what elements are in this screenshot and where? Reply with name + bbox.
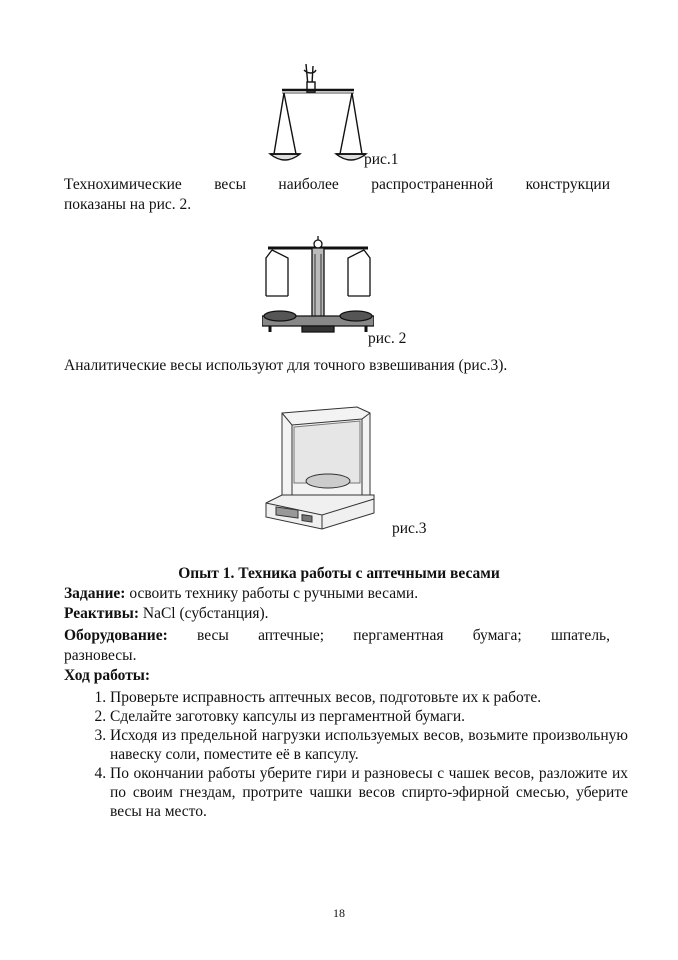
procedure-step: 3. Исходя из предельной нагрузки используемых весов, возьмите произвольную навеску соли, поместите её в капсулу. <box>110 726 628 764</box>
equipment-label: Оборудование: <box>64 627 168 644</box>
paragraph-1-line-2: показаны на рис. 2. <box>64 196 192 213</box>
procedure-step: 4. По окончании работы уберите гири и разновесы с чашек весов, разложите их по своим гнездам, протрите чашки весов спирто-эфирной смесью, уберите весы на место. <box>110 764 628 821</box>
figure-1-caption: рис.1 <box>364 151 399 168</box>
paragraph-2: Аналитические весы используют для точного взвешивания (рис.3). <box>64 357 508 374</box>
procedure-step: 2. Сделайте заготовку капсулы из пергаментной бумаги. <box>110 707 628 726</box>
paragraph-1-line-1: Технохимические весы наиболее распространенной конструкции <box>64 176 610 193</box>
analytical-balance-illustration <box>262 403 382 531</box>
figure-2-caption: рис. 2 <box>368 330 407 347</box>
equipment-text-1: весы аптечные; пергаментная бумага; шпатель, <box>167 627 610 644</box>
equipment-line-1 <box>64 626 610 645</box>
reagents-text: NaCl (субстанция). <box>139 605 269 622</box>
procedure-label: Ход работы: <box>64 667 151 684</box>
procedure-steps <box>92 688 628 821</box>
page-number: 18 <box>333 906 345 920</box>
reagents-line <box>64 604 624 623</box>
task-text: освоить технику работы с ручными весами. <box>125 585 419 602</box>
task-label: Задание: <box>64 585 126 602</box>
technochemical-balance-illustration <box>262 232 374 342</box>
experiment-title: Опыт 1. Техника работы с аптечными весами <box>178 565 500 582</box>
hand-balance-illustration <box>268 60 368 170</box>
reagents-label: Реактивы: <box>64 605 140 622</box>
task-line <box>64 584 624 603</box>
equipment-line-2: разновесы. <box>64 647 137 664</box>
figure-3-caption: рис.3 <box>392 520 427 537</box>
procedure-step: 1. Проверьте исправность аптечных весов, подготовьте их к работе. <box>110 688 628 707</box>
